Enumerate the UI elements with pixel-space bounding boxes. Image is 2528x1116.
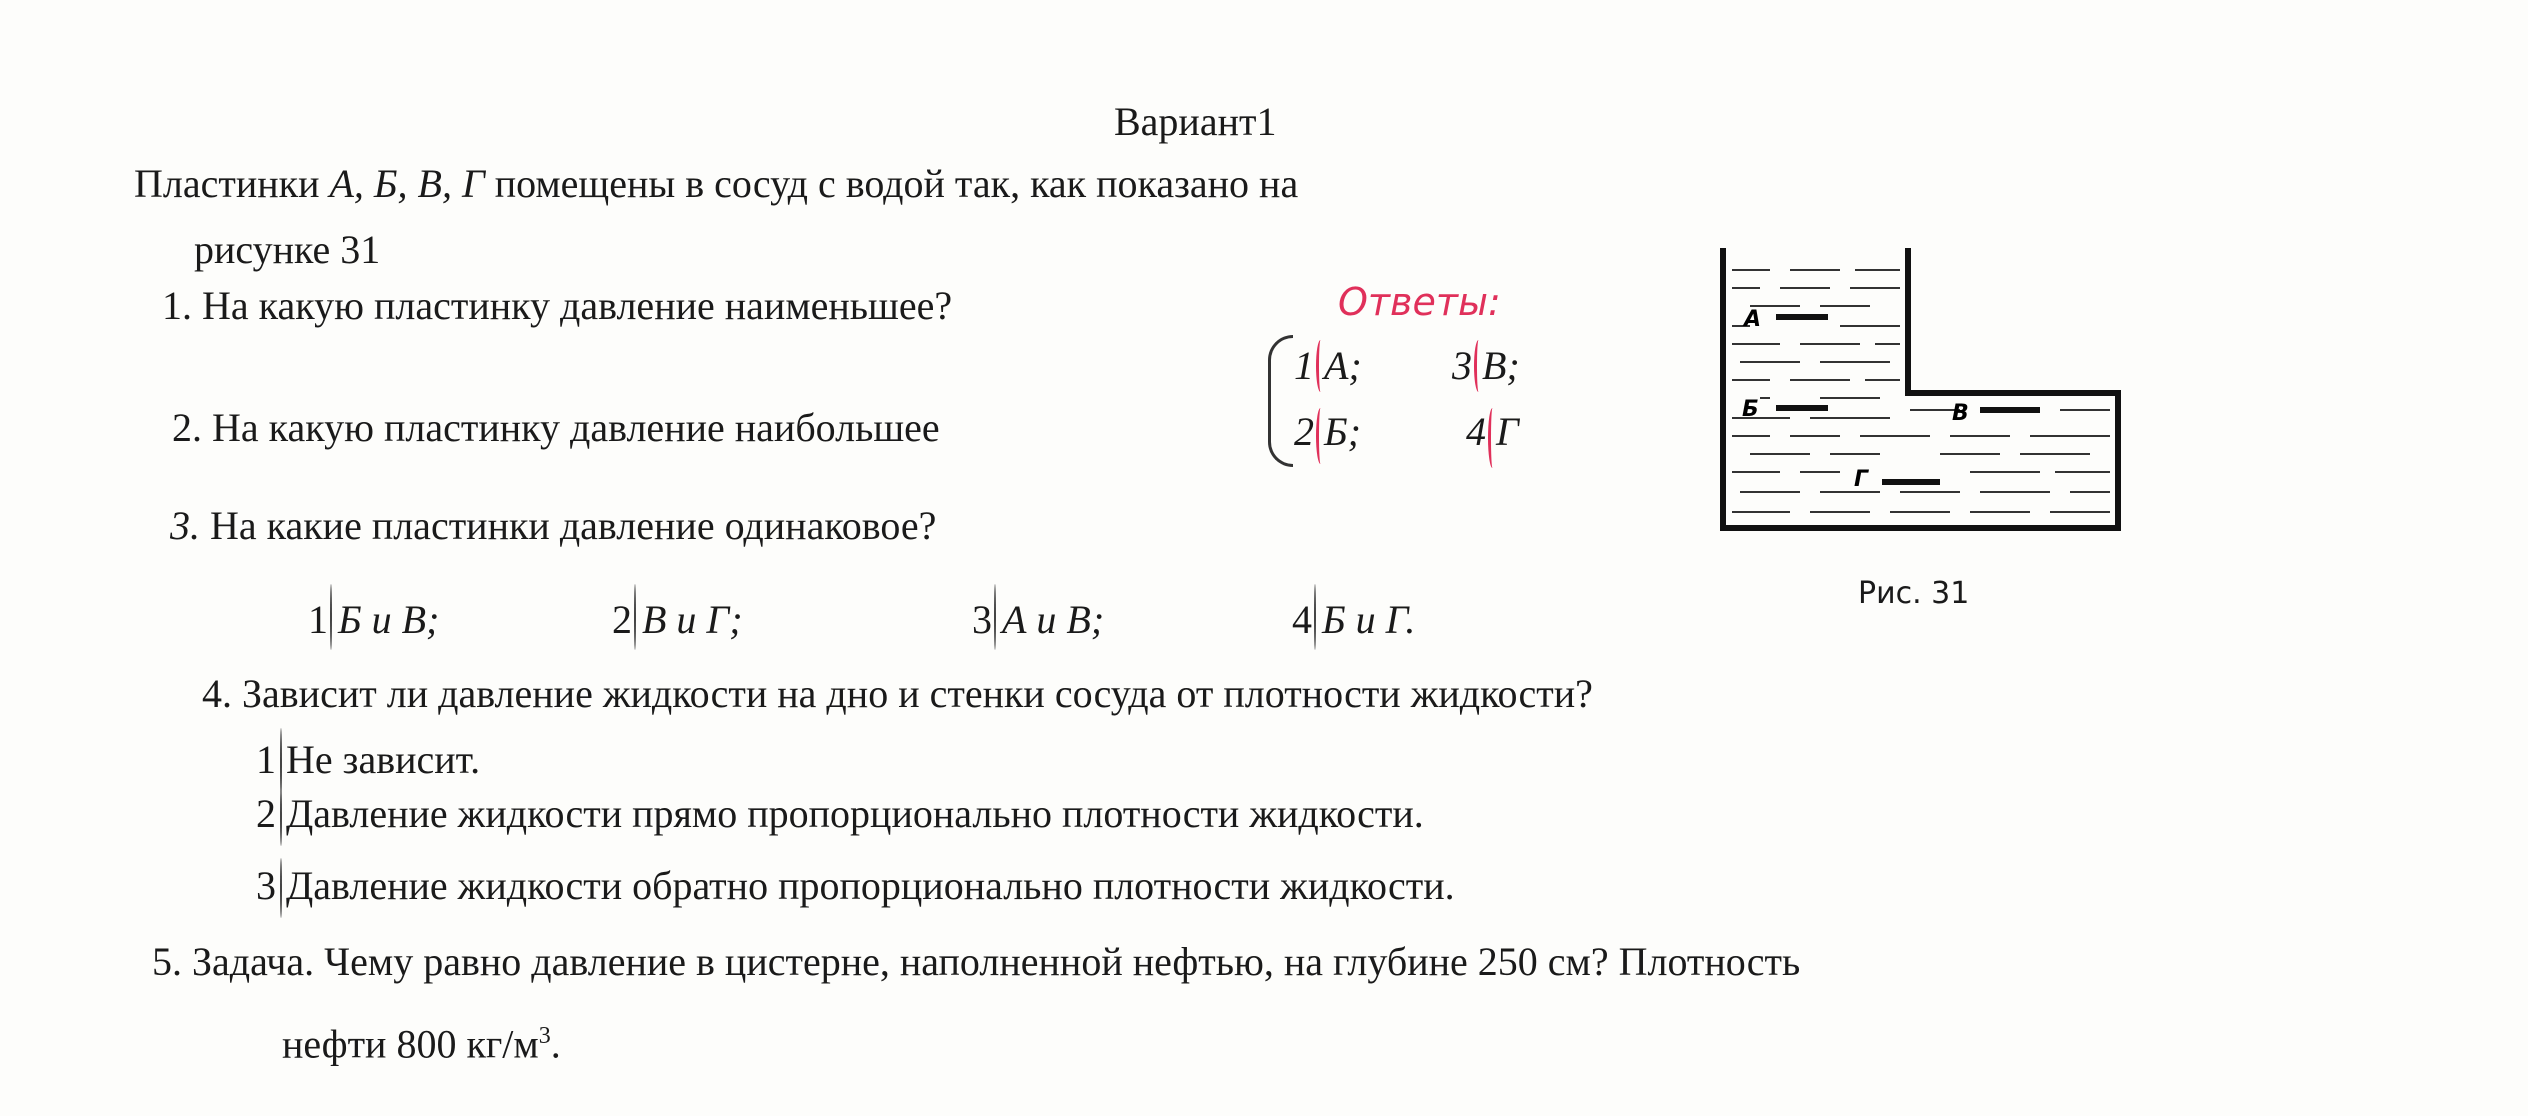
pen-mark	[280, 786, 282, 846]
question-4: 4. Зависит ли давление жидкости на дно и стенки сосуда от плотности жидкости?	[202, 671, 1593, 716]
q3-option-2: 2 В и Г;	[612, 597, 743, 642]
answer-2: 2 Б;	[1294, 409, 1361, 454]
question-1: 1. На какую пластинку давление наименьшее?	[162, 283, 953, 328]
page-title: Вариант1	[1114, 99, 1277, 144]
vessel-figure	[1710, 240, 2130, 540]
q3-option-1: 1 Б и В;	[308, 597, 440, 642]
answers-label: Ответы:	[1338, 280, 1501, 324]
intro-letters: А, Б, В, Г	[329, 161, 485, 206]
intro-line-1	[134, 160, 1298, 208]
answers-brace	[1268, 335, 1293, 467]
label-v: В	[1952, 401, 1969, 426]
pen-mark	[1314, 584, 1316, 650]
pen-mark	[994, 584, 996, 650]
intro-pre: Пластинки	[134, 161, 330, 206]
vessel-outline	[1723, 248, 2118, 528]
question-5-line-2: нефти 800 $кг/м^3$.	[282, 1021, 561, 1067]
red-mark	[1316, 408, 1325, 464]
answer-4: 4 Г	[1466, 409, 1519, 454]
red-mark	[1316, 340, 1325, 392]
bleed-through-text	[700, 50, 710, 98]
red-mark	[1488, 408, 1497, 468]
question-3: 3. На какие пластинки давление одинаковое?	[170, 503, 937, 548]
label-a: А	[1744, 307, 1762, 332]
q3-option-4: 4 Б и Г.	[1292, 597, 1416, 642]
question-2: 2. На какую пластинку давление наибольшее	[172, 405, 940, 450]
q4-option-2: 2 Давление жидкости прямо пропорционально плотности жидкости.	[256, 791, 1424, 836]
question-5-line-1: 5. Задача. Чему равно давление в цистерне, наполненной нефтью, на глубине 250 см? Плотность	[152, 939, 1801, 984]
intro-line-2: рисунке 31	[194, 227, 381, 272]
answer-1: 1 А;	[1294, 343, 1362, 388]
q4-option-3: 3 Давление жидкости обратно пропорционально плотности жидкости.	[256, 863, 1455, 908]
answer-3: 3 В;	[1452, 343, 1520, 388]
intro-post: помещены в сосуд с водой так, как показано на	[484, 161, 1299, 206]
q3-option-3: 3 А и В;	[972, 597, 1105, 642]
figure-caption: Рис. 31	[1858, 576, 1970, 611]
red-mark	[1474, 340, 1483, 392]
pen-mark	[330, 584, 332, 650]
label-g: Г	[1854, 467, 1869, 492]
pen-mark	[280, 858, 282, 918]
q4-option-1: 1 Не зависит.	[256, 737, 481, 782]
label-b: Б	[1742, 397, 1759, 422]
pen-mark	[634, 584, 636, 650]
